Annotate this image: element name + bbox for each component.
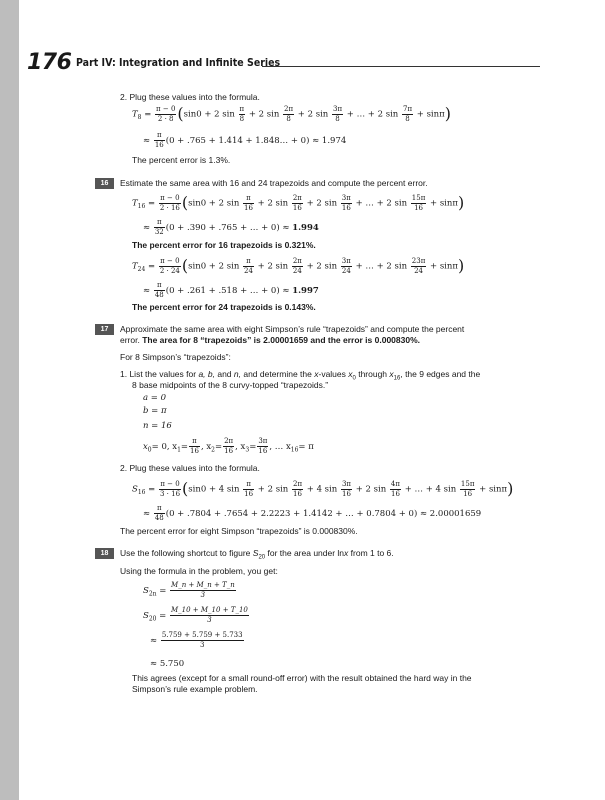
step2-label: 2. Plug these values into the formula.	[120, 463, 260, 473]
n-value: n = 16	[143, 421, 172, 431]
b-value: b = π	[143, 406, 167, 416]
a-value: a = 0	[143, 393, 167, 403]
problem-text: Use the following shortcut to figure $S_{20}$ for the area under lnx from 1 to 6.	[120, 548, 394, 561]
conclusion-line1: This agrees (except for a small round-off error) with the result obtained the hard way in the	[132, 673, 472, 683]
equation-t8: $T_8$ = $\frac{\pi - 0}{2 \cdot 8}$ (sin0 + 2 sin $\frac{\pi}{8}$ + 2 sin $\frac{2\pi}{8}$ + 2 sin $\frac{3\pi}{8}$ + … + 2 sin $\frac{7\pi}{8}$ + sinπ)	[132, 104, 451, 123]
percent-error-text: The percent error for eight Simpson “trapezoids” is 0.000830%.	[120, 526, 358, 536]
problem-text-line2: error. The area for 8 “trapezoids” is 2.00001659 and the error is 0.000830%.	[120, 335, 421, 345]
equation-t16: $T_{16}$ = $\frac{\pi - 0}{2 \cdot 16}$ (sin0 + 2 sin $\frac{\pi}{16}$ + 2 sin $\frac{2\pi}{16}$ + 2 sin $\frac{3\pi}{16}$ + … + 2 sin $\frac{15\pi}{16}$ + sinπ)	[132, 193, 465, 212]
equation-t8-approx: ≈ $\frac{\pi}{16}$ (0 + .765 + 1.414 + 1.848… + 0) ≈ 1.974	[143, 131, 347, 149]
formula-s20: $S_{20}$ = $\frac{M\_10 + M\_10 + T\_10}{3}$	[143, 606, 248, 624]
equation-t16-approx: ≈ $\frac{\pi}{32}$ (0 + .390 + .765 + … + 0) ≈ 1.994	[143, 218, 319, 236]
equation-t24-approx: ≈ $\frac{\pi}{48}$ (0 + .261 + .518 + … + 0) ≈ 1.997	[143, 281, 319, 299]
step-label: 2. Plug these values into the formula.	[120, 92, 260, 102]
answer-simpson: The area for 8 “trapezoids” is 2.00001659 and the error is 0.000830%.	[142, 335, 421, 345]
using-formula-text: Using the formula in the problem, you get:	[120, 566, 278, 576]
header-rule	[262, 66, 540, 67]
percent-error-text: The percent error is 1.3%.	[132, 155, 231, 165]
page-header	[27, 50, 539, 80]
part-title: Part IV: Integration and Infinite Series	[76, 56, 281, 69]
answer-24-trapezoids: The percent error for 24 trapezoids is 0.143%.	[132, 302, 316, 312]
formula-s2n: $S_{2n}$ = $\frac{M\_n + M\_n + T\_n}{3}$	[143, 581, 235, 599]
x-values-list: $x_0= 0$, $x_1=$ $\frac{\pi}{16}$ , $x_2=$ $\frac{2\pi}{16}$ , $x_3=$ $\frac{3\pi}{16}$ , … $x_{16}= \pi$	[143, 437, 314, 455]
problem-text-line1: Approximate the same area with eight Simpson’s rule “trapezoids” and compute the percent	[120, 324, 465, 334]
step1-line1: 1. List the values for a, b, and n, and determine the x-values $x_0$ through $x_{16}$, the 9 edges and the	[120, 369, 481, 382]
step1-line2: 8 base midpoints of the 8 curvy-topped “trapezoids.”	[132, 380, 329, 390]
problem-number-badge: 18	[95, 548, 114, 559]
problem-text: Estimate the same area with 16 and 24 trapezoids and compute the percent error.	[120, 178, 428, 188]
formula-s20-result: ≈ 5.750	[150, 659, 185, 669]
equation-s16-approx: ≈ $\frac{\pi}{48}$ (0 + .7804 + .7654 + 2.2223 + 1.4142 + … + 0.7804 + 0) ≈ 2.00001659	[143, 504, 482, 522]
problem-number-badge: 17	[95, 324, 114, 335]
answer-16-trapezoids: The percent error for 16 trapezoids is 0.321%.	[132, 240, 316, 250]
for-eight-label: For 8 Simpson’s “trapezoids”:	[120, 352, 231, 362]
conclusion-line2: Simpson’s rule example problem.	[132, 684, 258, 694]
page-gutter	[0, 0, 19, 800]
page-number: 176	[27, 50, 72, 75]
formula-s20-values: ≈ $\frac{5.759 + 5.759 + 5.733}{3}$	[150, 631, 243, 649]
problem-number-badge: 16	[95, 178, 114, 189]
equation-s16: $S_{16}$ = $\frac{\pi - 0}{3 \cdot 16}$ (sin0 + 4 sin $\frac{\pi}{16}$ + 2 sin $\frac{2\pi}{16}$ + 4 sin $\frac{3\pi}{16}$ + 2 sin $\frac{4\pi}{16}$ + … + 4 sin $\frac{15\pi}{16}$ + sinπ)	[132, 479, 514, 498]
equation-t24: $T_{24}$ = $\frac{\pi - 0}{2 \cdot 24}$ (sin0 + 2 sin $\frac{\pi}{24}$ + 2 sin $\frac{2\pi}{24}$ + 2 sin $\frac{3\pi}{24}$ + … + 2 sin $\frac{23\pi}{24}$ + sinπ)	[132, 256, 465, 275]
